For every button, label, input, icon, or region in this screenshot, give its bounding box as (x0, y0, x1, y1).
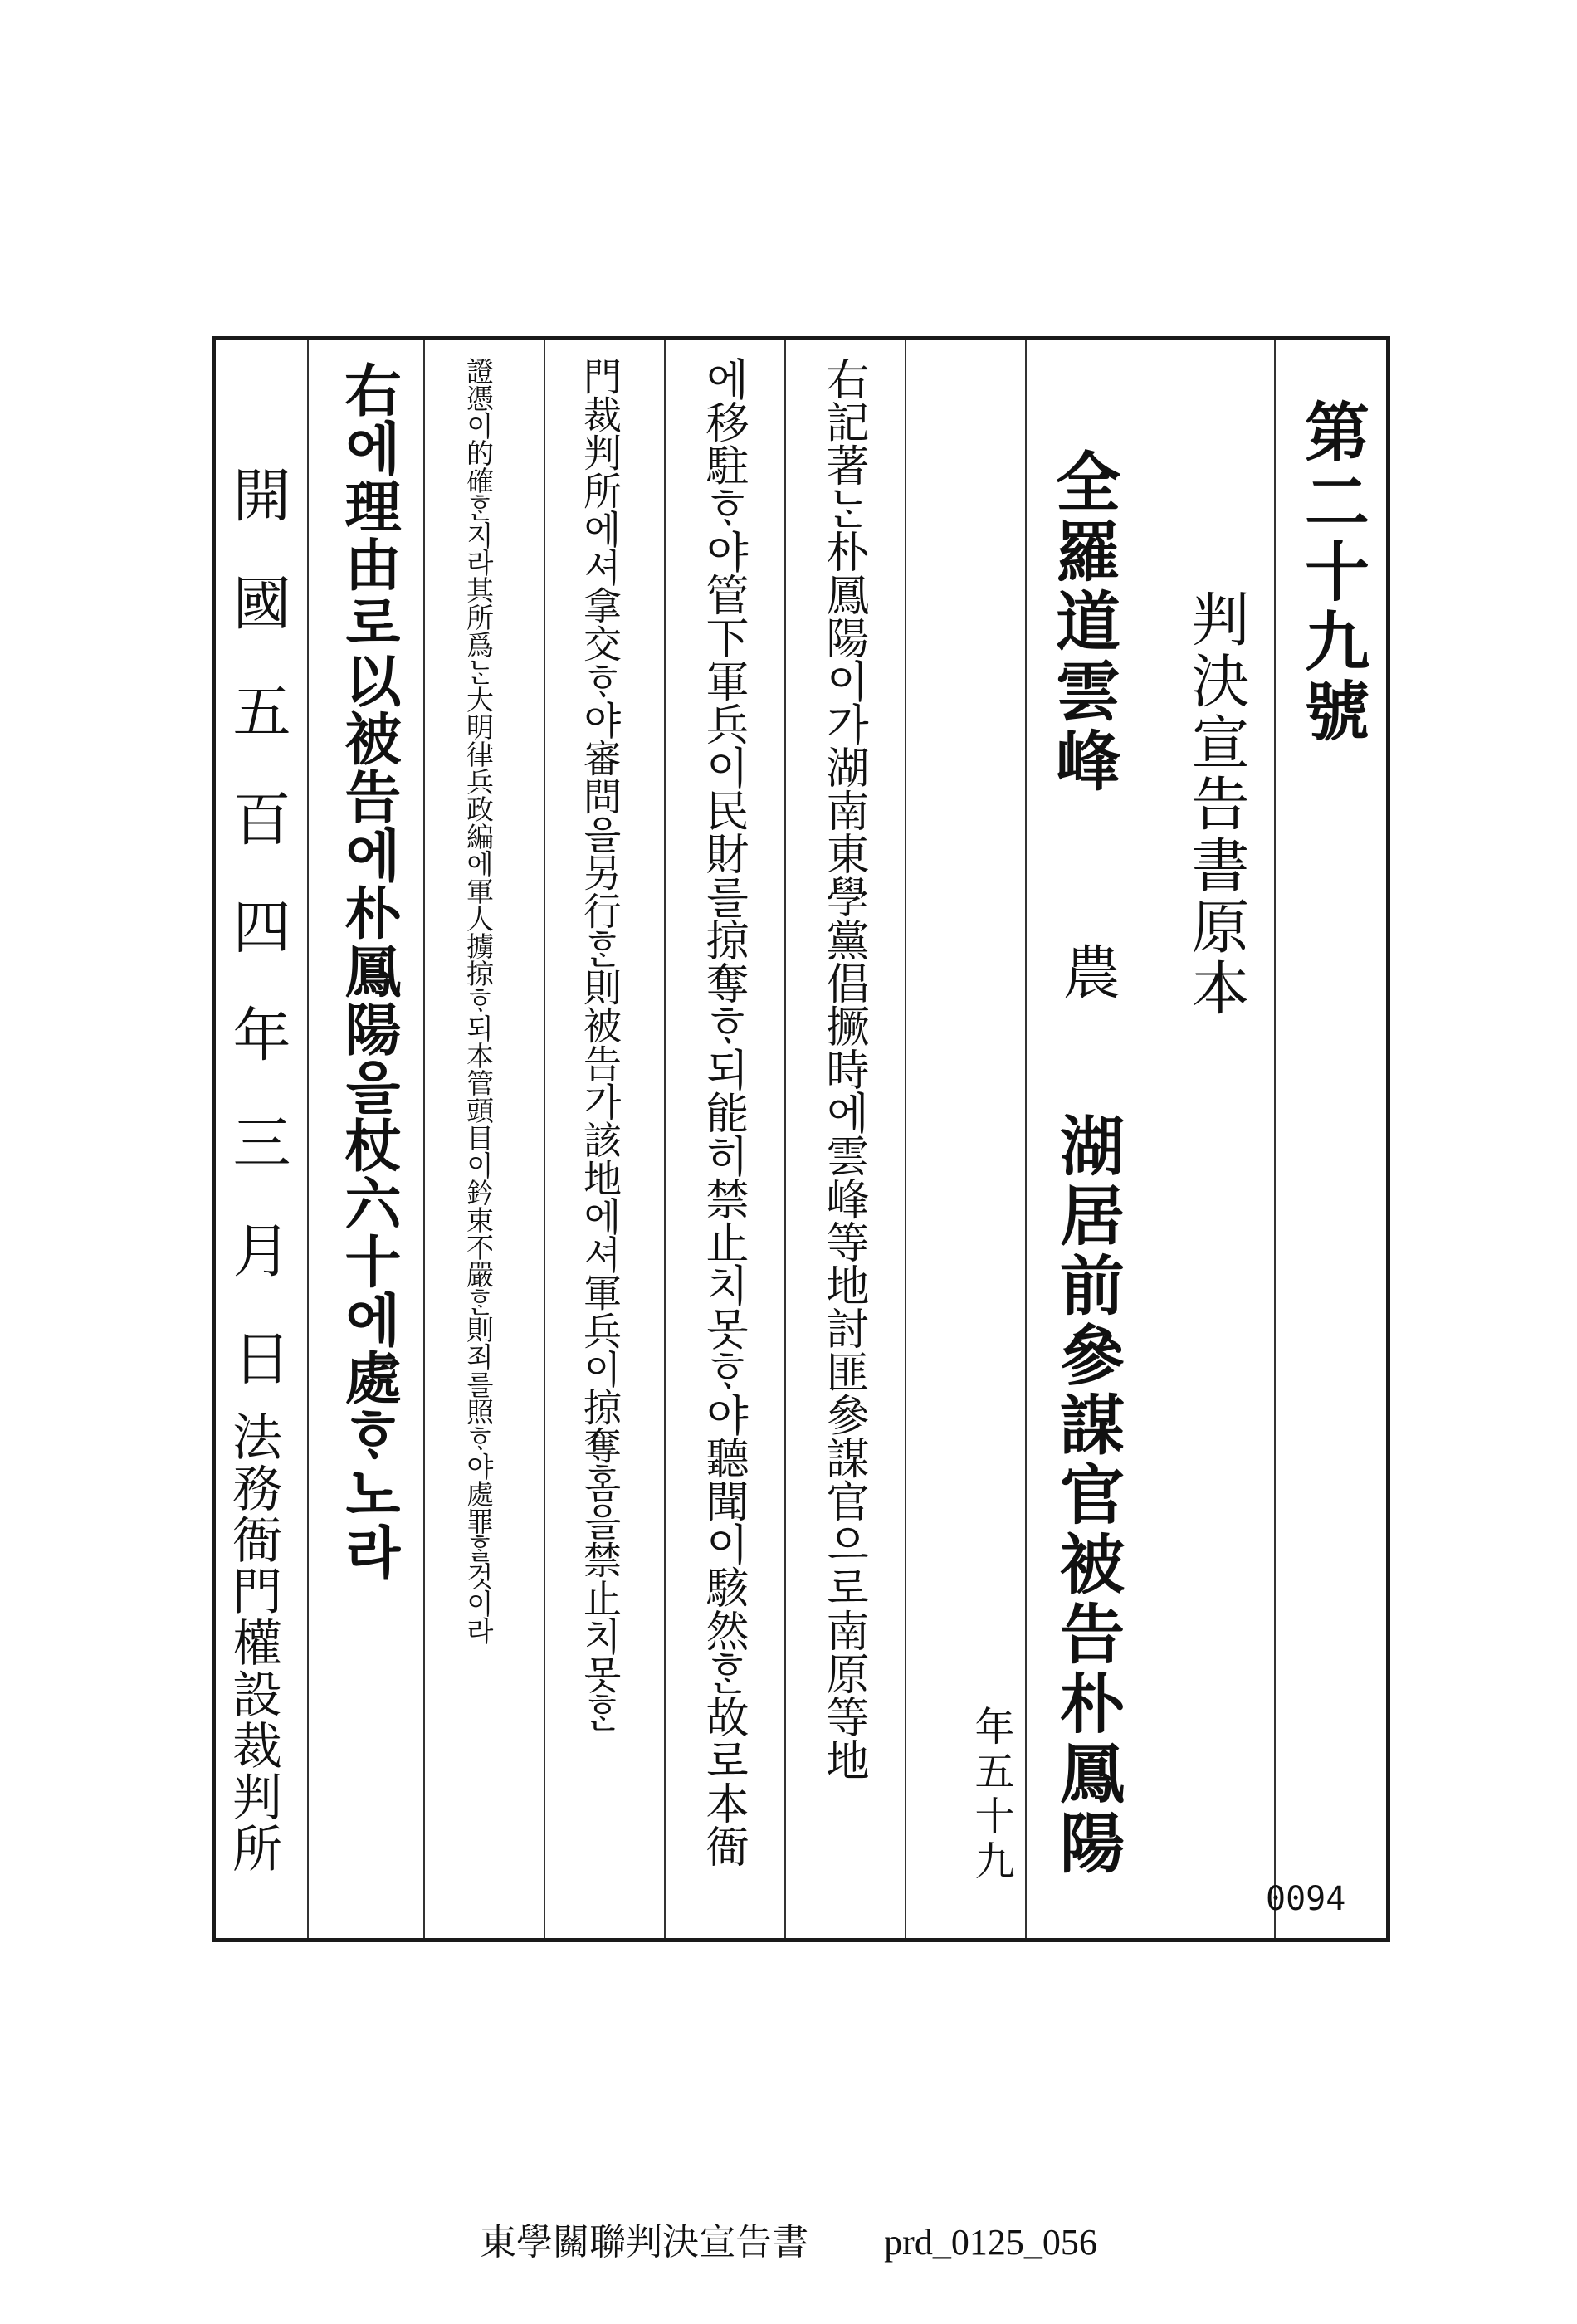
column-rule (544, 340, 545, 1938)
document-type: 判決宣告書原本 (1182, 589, 1250, 1019)
footer-doc-id: prd_0125_056 (884, 2222, 1097, 2263)
column-rule (307, 340, 309, 1938)
page-stamp: 0094 (1266, 1880, 1346, 1918)
body-line: 證憑이的確ᄒᆞᆫ지라其所爲ᄂᆞᆫ大明律兵政編에軍人擄掠ᄒᆞ되本管頭目이鈐束不嚴ᄒᆞᆫ則죄를照ᄒᆞ야處罪ᄒᆞᆯ것이라 (462, 357, 495, 1644)
column-rule (1274, 340, 1276, 1938)
court-name: 法務衙門權設裁判所 (224, 1411, 282, 1874)
defendant-class: 農 (1053, 942, 1121, 1003)
defendant-address: 全羅道雲峰 (1045, 448, 1120, 797)
body-line: 에移駐ᄒᆞ야管下軍兵이民財를掠奪ᄒᆞ되能히禁止치못ᄒᆞ야聽聞이駭然ᄒᆞᆫ故로本衙 (698, 357, 748, 1868)
defendant-description: 湖居前參謀官被告朴鳳陽 (1049, 1112, 1125, 1879)
page-footer (0, 2212, 1577, 2265)
column-rule (1025, 340, 1027, 1938)
document-frame (212, 336, 1390, 1942)
defendant-age: 年五十九 (968, 1706, 1014, 1885)
column-rule (664, 340, 666, 1938)
document-number: 第二十九號 (1294, 398, 1370, 747)
body-line: 門裁判所에셔拿交ᄒᆞ야審問을另行ᄒᆞᆫ則被告가該地에셔軍兵이掠奪홈을禁止치못ᄒᆞᆫ (578, 357, 622, 1731)
date-line: 開國五百四年三月日 (223, 465, 291, 1436)
column-rule (905, 340, 906, 1938)
verdict-line: 右에理由로以被告에朴鳳陽을杖六十에處ᄒᆞ노라 (335, 361, 402, 1581)
body-line: 右記著ᄂᆞᆫ朴鳳陽이가湖南東學黨倡撅時에雲峰等地討匪參謀官으로南原等地 (818, 357, 868, 1781)
column-rule (784, 340, 786, 1938)
footer-collection: 東學關聯判決宣告書 (480, 2222, 809, 2263)
column-rule (423, 340, 425, 1938)
